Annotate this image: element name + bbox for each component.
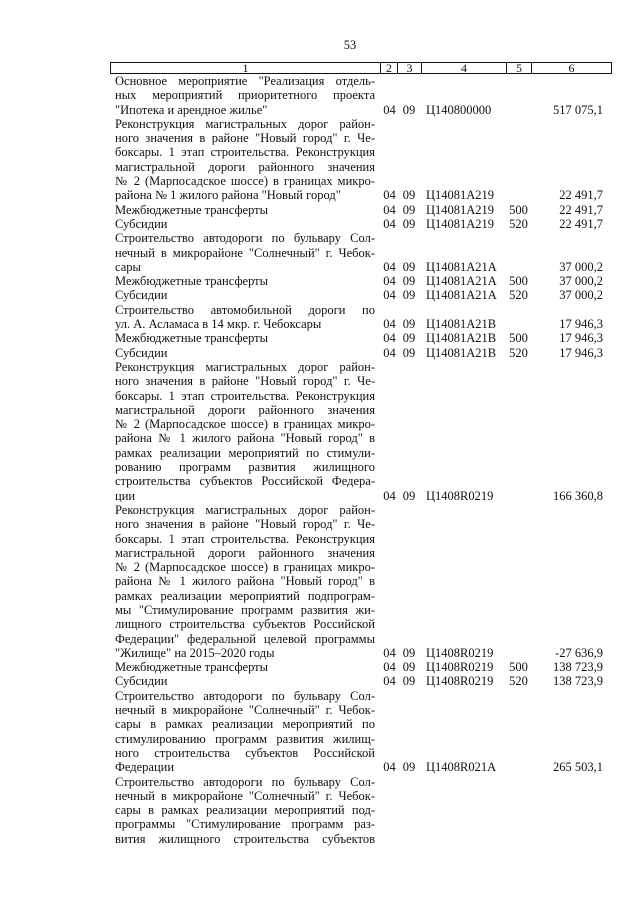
amount-value: 517 075,1 (553, 102, 603, 117)
table-row (110, 231, 612, 274)
budget-table (110, 62, 612, 846)
subsection-code: 09 (402, 216, 416, 231)
section-code: 04 (383, 317, 396, 332)
table-row (110, 331, 612, 345)
description-line: № 2 (Марпосадское шоссе) в границах микро- (115, 174, 375, 189)
description-line: нечный в микрорайоне "Солнечный" г. Чебок- (115, 245, 375, 260)
description-line: нечный в микрорайоне "Солнечный" г. Чебок- (115, 788, 375, 803)
target-item-code: Ц14081A21A (426, 259, 497, 274)
description-line: рованию программ развития жилищного (115, 460, 375, 475)
section-code: 04 (383, 760, 396, 775)
section-code: 04 (383, 674, 396, 689)
amount-value: 265 503,1 (553, 760, 603, 775)
target-item-code: Ц14081A219 (426, 216, 495, 231)
target-item-code: Ц14081A21A (426, 274, 497, 289)
row-description (110, 775, 380, 846)
expense-group-code (506, 260, 531, 274)
section-code: 04 (383, 102, 396, 117)
description-line: строительства субъектов Российской Федера- (115, 474, 375, 489)
amount-value: -27 636,9 (555, 645, 603, 660)
row-description (110, 217, 380, 231)
table-row (110, 117, 612, 203)
description-line: боксары. 1 этап строительства. Реконструкция (115, 388, 375, 403)
section-code: 04 (383, 202, 396, 217)
section-code: 04 (383, 345, 396, 360)
expense-group-code (506, 317, 531, 331)
description-line: Строительство автодороги по бульвару Сол- (115, 231, 375, 246)
description-line: ного значения в районе "Новый город" г. Че- (115, 374, 375, 389)
subsection-code: 09 (402, 660, 416, 675)
table-header-row (110, 62, 612, 74)
section-code: 04 (383, 274, 396, 289)
target-item-code: Ц1408R0219 (426, 488, 494, 503)
description-line: Строительство автодороги по бульвару Сол- (115, 774, 375, 789)
amount-value: 138 723,9 (553, 674, 603, 689)
amount-value: 17 946,3 (559, 331, 603, 346)
target-item-code: Ц14081A21B (426, 317, 497, 332)
description-line: мы "Стимулирование программ развития жи- (115, 602, 375, 617)
header-col-6: 6 (531, 63, 612, 73)
row-description (110, 274, 380, 288)
amount-value: 138 723,9 (553, 660, 603, 675)
target-item-code: Ц1408R0219 (426, 674, 494, 689)
description-line: ул. А. Асламаса в 14 мкр. г. Чебоксары (115, 317, 322, 332)
expense-group-code: 500 (509, 274, 528, 289)
row-description (110, 331, 380, 345)
subsection-code: 09 (402, 102, 416, 117)
header-col-1: 1 (110, 63, 380, 73)
amount-value: 17 946,3 (559, 345, 603, 360)
amount-value: 37 000,2 (559, 288, 603, 303)
amount-value: 22 491,7 (559, 216, 603, 231)
header-col-5: 5 (506, 63, 531, 73)
description-line: "Жилище" на 2015–2020 годы (115, 645, 275, 660)
description-line: магистральной дороги районного значения (115, 402, 375, 417)
target-item-code: Ц1408R021A (426, 760, 497, 775)
target-item-code: Ц14081A219 (426, 188, 495, 203)
row-description (110, 74, 380, 117)
table-row (110, 689, 612, 775)
subsection-code: 09 (402, 488, 416, 503)
header-col-3: 3 (397, 63, 421, 73)
description-line: Межбюджетные трансферты (115, 331, 269, 346)
section-code: 04 (383, 188, 396, 203)
table-row (110, 217, 612, 231)
table-row (110, 775, 612, 846)
amount-value: 37 000,2 (559, 274, 603, 289)
row-description (110, 660, 380, 674)
section-code: 04 (383, 288, 396, 303)
row-description (110, 360, 380, 503)
description-line: № 2 (Марпосадское шоссе) в границах микро- (115, 417, 375, 432)
table-row (110, 503, 612, 660)
section-code: 04 (383, 488, 396, 503)
table-row (110, 360, 612, 503)
row-description (110, 503, 380, 660)
description-line: Межбюджетные трансферты (115, 202, 269, 217)
description-line: Федерации (115, 760, 175, 775)
description-line: сары в рамках реализации мероприятий по (115, 717, 375, 732)
subsection-code: 09 (402, 188, 416, 203)
table-row (110, 74, 612, 117)
target-item-code (421, 832, 506, 846)
description-line: района № 1 жилого района "Новый город" в (115, 431, 375, 446)
row-description (110, 689, 380, 775)
description-line: ных мероприятий приоритетного проекта (115, 88, 375, 103)
description-line: Реконструкция магистральных дорог район- (115, 502, 375, 517)
expense-group-code: 520 (509, 345, 528, 360)
target-item-code: Ц140800000 (426, 102, 492, 117)
row-description (110, 203, 380, 217)
description-line: сары в рамках реализации мероприятий под- (115, 803, 375, 818)
expense-group-code: 520 (509, 216, 528, 231)
target-item-code: Ц14081A219 (426, 202, 495, 217)
description-line: Основное мероприятие "Реализация отдель- (115, 74, 375, 88)
expense-group-code: 520 (509, 288, 528, 303)
expense-group-code (506, 646, 531, 660)
table-row (110, 660, 612, 674)
target-item-code: Ц1408R0219 (426, 660, 494, 675)
row-description (110, 346, 380, 360)
table-row (110, 288, 612, 302)
description-line: № 2 (Марпосадское шоссе) в границах микро- (115, 560, 375, 575)
subsection-code: 09 (402, 202, 416, 217)
description-line: Реконструкция магистральных дорог район- (115, 116, 375, 131)
table-row (110, 303, 612, 332)
description-line: Субсидии (115, 288, 168, 303)
description-line: программы "Стимулирование программ раз- (115, 817, 375, 832)
subsection-code (397, 832, 421, 846)
expense-group-code (506, 188, 531, 202)
target-item-code: Ц1408R0219 (426, 645, 494, 660)
row-description (110, 117, 380, 203)
description-line: ного строительства субъектов Российской (115, 745, 375, 760)
target-item-code: Ц14081A21B (426, 331, 497, 346)
table-row (110, 203, 612, 217)
section-code: 04 (383, 645, 396, 660)
expense-group-code (506, 489, 531, 503)
header-col-4: 4 (421, 63, 506, 73)
target-item-code: Ц14081A21A (426, 288, 497, 303)
target-item-code: Ц14081A21B (426, 345, 497, 360)
subsection-code: 09 (402, 645, 416, 660)
description-line: Реконструкция магистральных дорог район- (115, 359, 375, 374)
description-line: Межбюджетные трансферты (115, 660, 269, 675)
description-line: Федерации" федеральной целевой программы (115, 631, 375, 646)
description-line: стимулированию программ развития жилищ- (115, 731, 375, 746)
section-code: 04 (383, 660, 396, 675)
subsection-code: 09 (402, 331, 416, 346)
description-line: ного значения в районе "Новый город" г. Че- (115, 131, 375, 146)
section-code: 04 (383, 259, 396, 274)
subsection-code: 09 (402, 345, 416, 360)
expense-group-code (506, 103, 531, 117)
description-line: района № 1 жилого района "Новый город" (115, 188, 341, 203)
amount-value (531, 832, 612, 846)
section-code (380, 832, 397, 846)
description-line: Субсидии (115, 345, 168, 360)
subsection-code: 09 (402, 674, 416, 689)
amount-value: 22 491,7 (559, 202, 603, 217)
description-line: Субсидии (115, 216, 168, 231)
description-line: лищного строительства субъектов Российской (115, 617, 375, 632)
expense-group-code: 500 (509, 202, 528, 217)
description-line: магистральной дороги районного значения (115, 545, 375, 560)
subsection-code: 09 (402, 288, 416, 303)
row-description (110, 674, 380, 688)
row-description (110, 288, 380, 302)
subsection-code: 09 (402, 317, 416, 332)
row-description (110, 303, 380, 332)
description-line: магистральной дороги районного значения (115, 159, 375, 174)
expense-group-code (506, 832, 531, 846)
section-code: 04 (383, 216, 396, 231)
subsection-code: 09 (402, 760, 416, 775)
expense-group-code (506, 760, 531, 774)
table-row (110, 274, 612, 288)
description-line: нечный в микрорайоне "Солнечный" г. Чебок- (115, 703, 375, 718)
description-line: ции (115, 488, 136, 503)
subsection-code: 09 (402, 259, 416, 274)
header-col-2: 2 (380, 63, 397, 73)
description-line: Строительство автомобильной дороги по (115, 302, 375, 317)
description-line: ного значения в районе "Новый город" г. Че- (115, 517, 375, 532)
description-line: боксары. 1 этап строительства. Реконструкция (115, 531, 375, 546)
expense-group-code: 500 (509, 660, 528, 675)
description-line: "Ипотека и арендное жилье" (115, 102, 268, 117)
description-line: вития жилищного строительства субъектов (115, 831, 375, 846)
table-row (110, 674, 612, 688)
amount-value: 37 000,2 (559, 259, 603, 274)
subsection-code: 09 (402, 274, 416, 289)
description-line: рамках реализации мероприятий подпрограм- (115, 588, 375, 603)
description-line: сары (115, 259, 141, 274)
description-line: района № 1 жилого района "Новый город" в (115, 574, 375, 589)
expense-group-code: 520 (509, 674, 528, 689)
amount-value: 166 360,8 (553, 488, 603, 503)
description-line: Строительство автодороги по бульвару Сол- (115, 688, 375, 703)
row-description (110, 231, 380, 274)
amount-value: 17 946,3 (559, 317, 603, 332)
section-code: 04 (383, 331, 396, 346)
description-line: боксары. 1 этап строительства. Реконструкция (115, 145, 375, 160)
page-number: 53 (343, 38, 357, 52)
description-line: рамках реализации мероприятий по стимули- (115, 445, 375, 460)
expense-group-code: 500 (509, 331, 528, 346)
table-row (110, 346, 612, 360)
description-line: Субсидии (115, 674, 168, 689)
description-line: Межбюджетные трансферты (115, 274, 269, 289)
amount-value: 22 491,7 (559, 188, 603, 203)
